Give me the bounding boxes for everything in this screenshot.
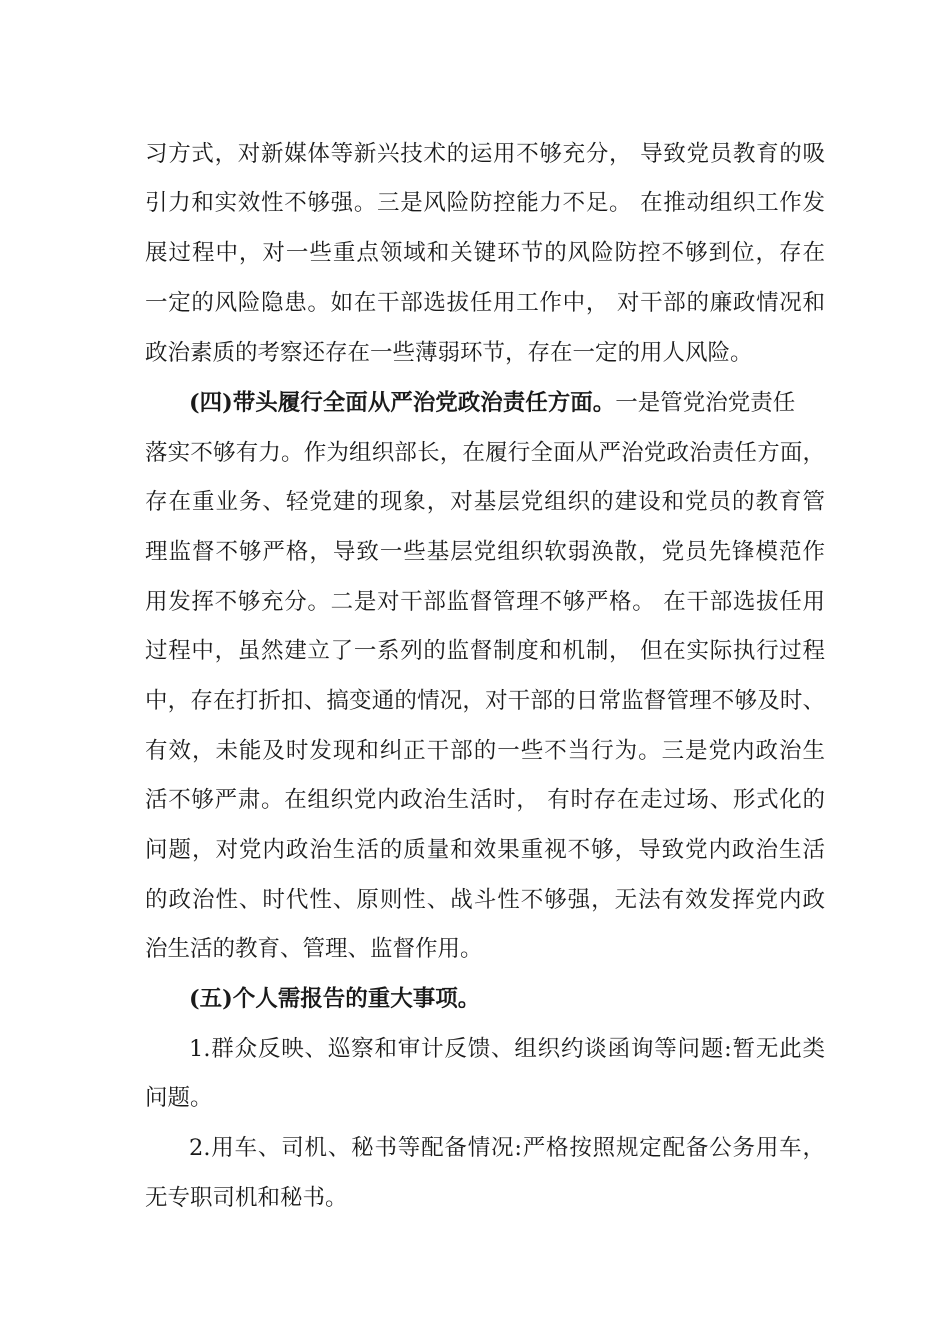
paragraph-1-line-5: 政治素质的考察还存在一些薄弱环节，存在一定的用人风险。	[145, 340, 753, 366]
section-4-line-5: 用发挥不够充分。二是对干部监督管理不够严格。 在干部选拔任用	[145, 589, 825, 615]
paragraph-1-line-2: 引力和实效性不够强。三是风险防控能力不足。 在推动组织工作发	[145, 190, 825, 216]
item-1-line-1: 1.群众反映、巡察和审计反馈、组织约谈函询等问题:暂无此类	[189, 1036, 825, 1062]
section-4-line-7: 中，存在打折扣、搞变通的情况，对干部的日常监督管理不够及时、	[145, 688, 825, 714]
item-1-line-2: 问题。	[145, 1085, 213, 1111]
section-4-line-10: 问题，对党内政治生活的质量和效果重视不够，导致党内政治生活	[145, 837, 825, 863]
paragraph-1-line-3: 展过程中，对一些重点领域和关键环节的风险防控不够到位，存在	[145, 240, 825, 266]
section-4-first-line-rest: 一是管党治党责任	[615, 390, 796, 416]
section-4-line-4: 理监督不够严格，导致一些基层党组织软弱涣散，党员先锋模范作	[145, 539, 825, 565]
item-2-line-1: 2.用车、司机、秘书等配备情况:严格按照规定配备公务用车，	[189, 1135, 825, 1161]
section-4-heading: (四)带头履行全面从严治党政治责任方面。	[189, 390, 616, 416]
section-4-line-8: 有效，未能及时发现和纠正干部的一些不当行为。三是党内政治生	[145, 738, 825, 764]
section-4-line-2: 落实不够有力。作为组织部长，在履行全面从严治党政治责任方面，	[145, 440, 825, 466]
section-4-line-9: 活不够严肃。在组织党内政治生活时， 有时存在走过场、形式化的	[145, 787, 825, 813]
section-4-line-11: 的政治性、时代性、原则性、战斗性不够强，无法有效发挥党内政	[145, 887, 825, 913]
paragraph-1-line-4: 一定的风险隐患。如在干部选拔任用工作中， 对干部的廉政情况和	[145, 290, 825, 316]
paragraph-1-line-1: 习方式，对新媒体等新兴技术的运用不够充分， 导致党员教育的吸	[145, 141, 825, 167]
section-4-line-6: 过程中，虽然建立了一系列的监督制度和机制， 但在实际执行过程	[145, 638, 825, 664]
item-2-line-2: 无专职司机和秘书。	[145, 1185, 348, 1211]
section-4-line-12: 治生活的教育、管理、监督作用。	[145, 936, 483, 962]
section-5-heading: (五)个人需报告的重大事项。	[189, 986, 481, 1012]
section-4-line-3: 存在重业务、轻党建的现象，对基层党组织的建设和党员的教育管	[145, 489, 825, 515]
section-4-first-line	[189, 386, 825, 420]
